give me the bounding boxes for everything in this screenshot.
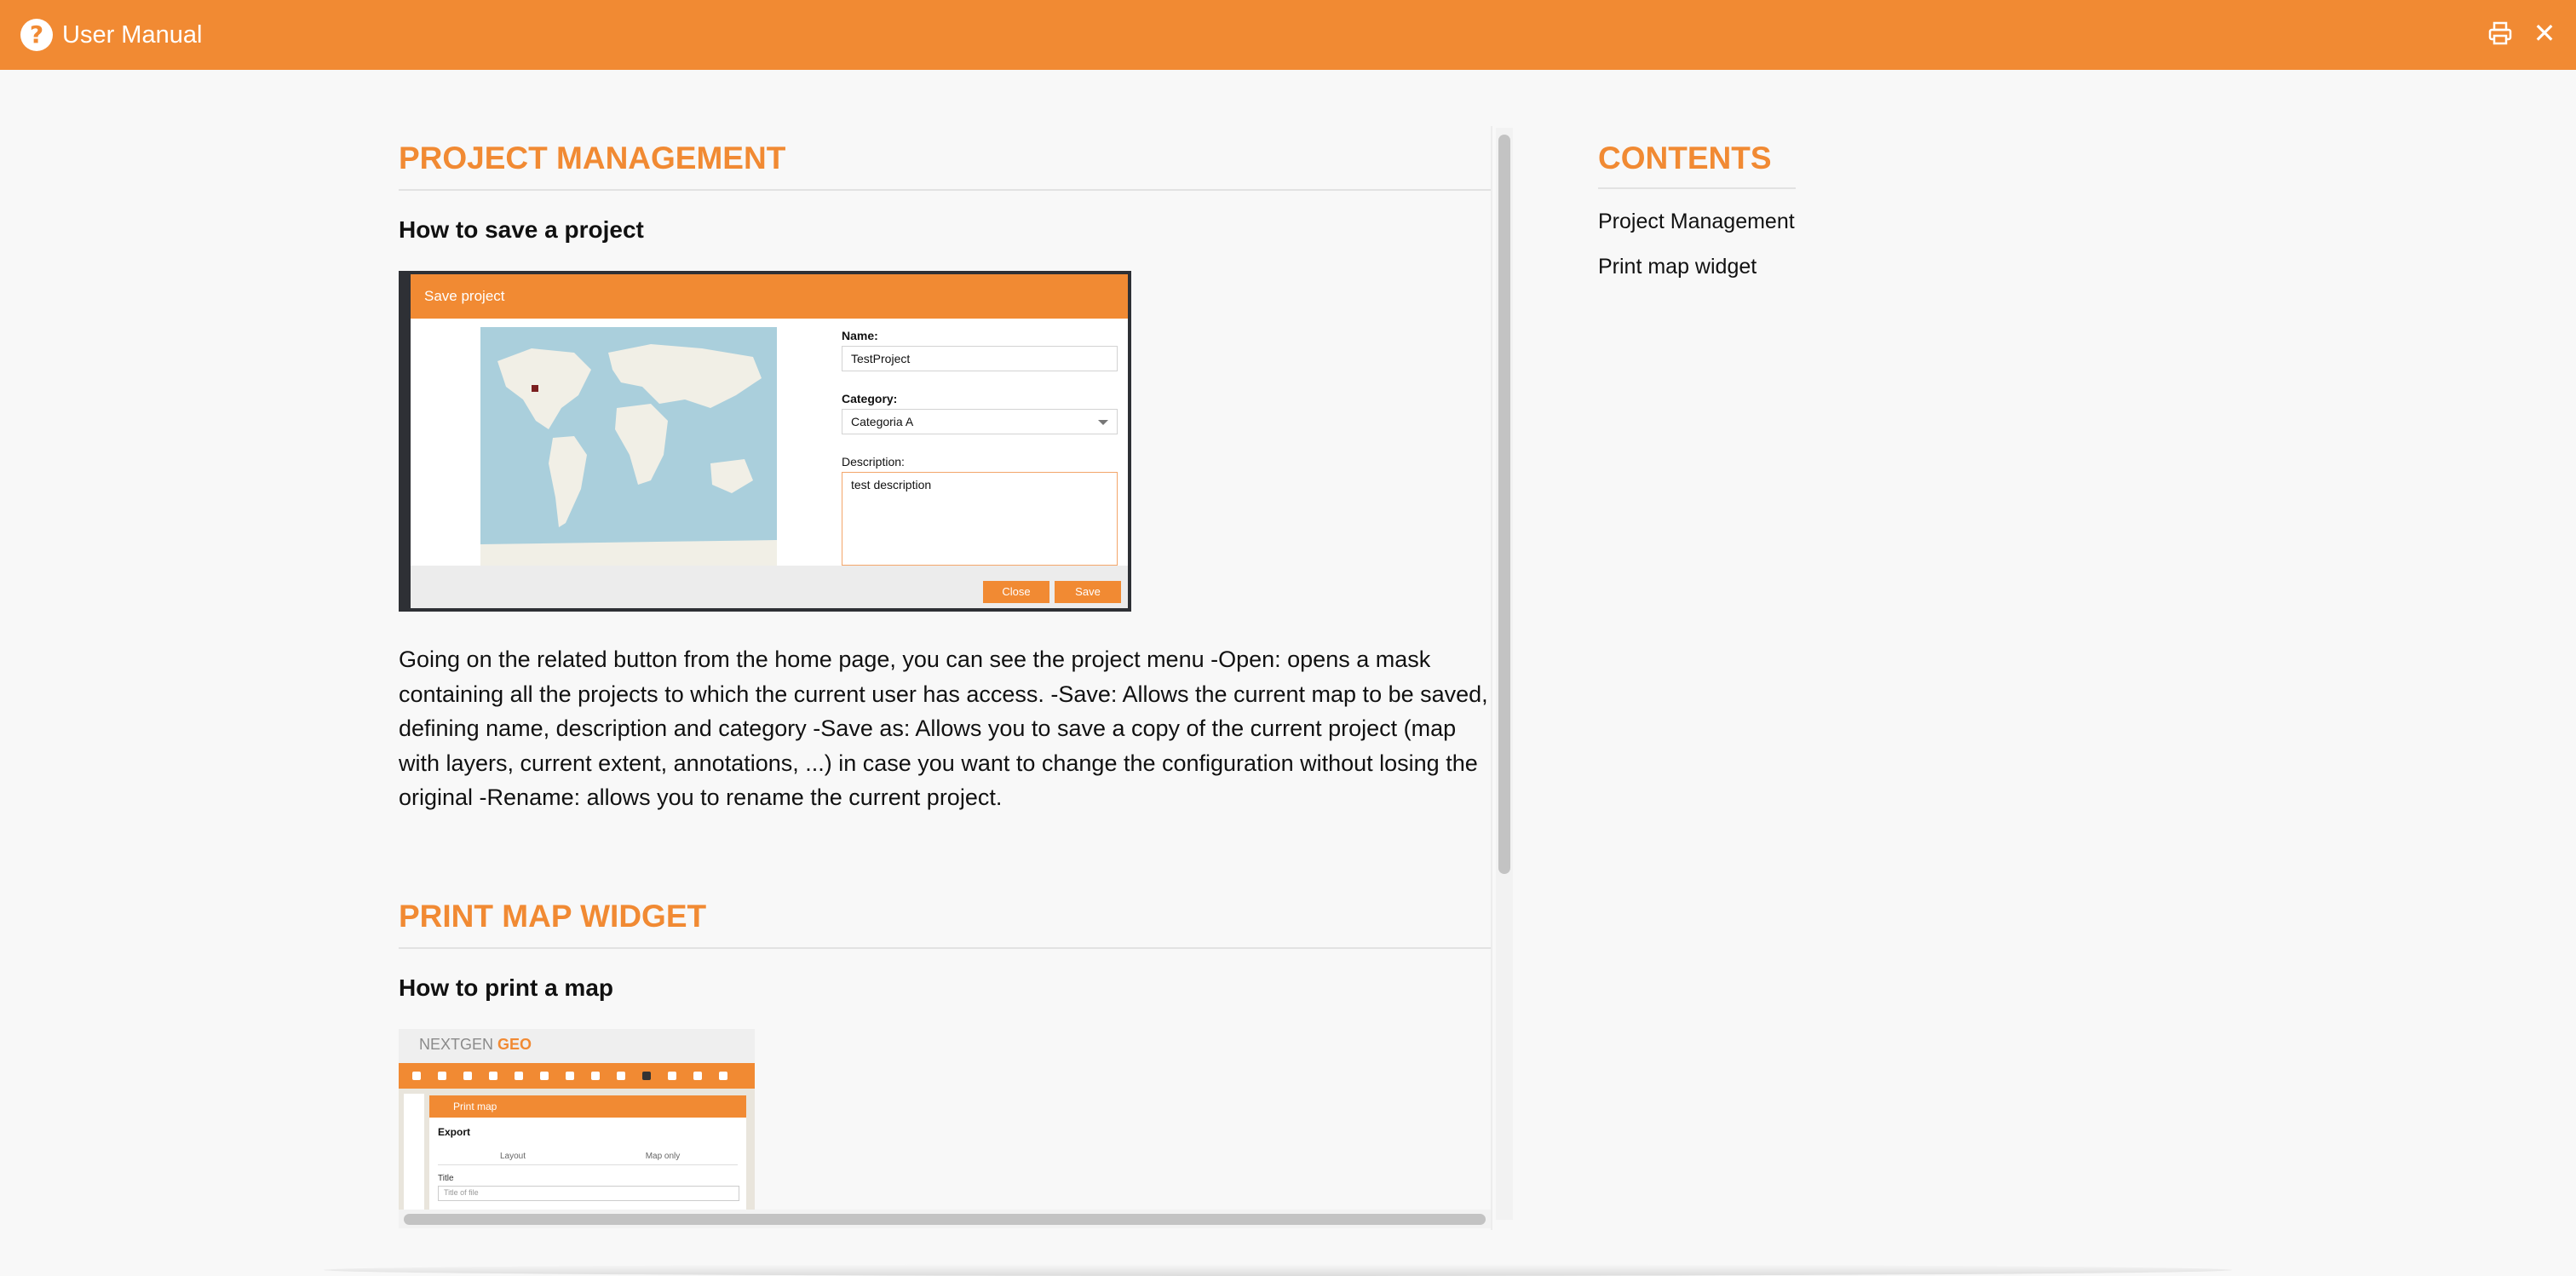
title-label: Title [438,1174,454,1183]
close-button: Close [983,581,1049,603]
title-input: Title of file [438,1186,739,1201]
toc-link-project-management[interactable]: Project Management [1598,210,1795,233]
world-map-image [480,327,777,566]
printer-icon[interactable] [2487,20,2513,46]
section-subtitle: How to print a map [399,974,613,1001]
window-title: User Manual [62,21,203,49]
category-select [842,409,1118,434]
print-map-panel [429,1095,746,1220]
section-body-text: Going on the related button from the home page, you can see the project menu -Open: opens a mask containing all the projects to which the current user has access. -Save: Allows the current map to be saved, defining name, description and category -Save as: Allows you to save a copy of the current project (map with layers, current extent, annotations, ...) in case you want to change the configuration without losing the original -Rename: allows you to rename the current project. [399,647,1488,810]
section-divider [399,189,1491,191]
content-border [1491,126,1492,1230]
description-label: Description: [842,455,905,468]
contents-divider [1598,187,1796,189]
window-bottom-edge [324,1264,2232,1276]
toc-link-print-map-widget[interactable]: Print map widget [1598,255,1757,279]
print-panel-title: Print map [453,1101,497,1112]
section-title-print-map-widget: PRINT MAP WIDGET [399,899,707,934]
name-label: Name: [842,329,878,342]
name-field: TestProject [842,346,1118,371]
export-label: Export [438,1126,471,1138]
save-button: Save [1055,581,1121,603]
category-label: Category: [842,392,898,405]
dialog-title: Save project [424,288,505,304]
section-title-project-management: PROJECT MANAGEMENT [399,141,786,175]
map-zoom-controls [404,1094,424,1220]
close-icon[interactable]: ✕ [2533,17,2556,49]
vertical-scroll-thumb[interactable] [1498,135,1510,874]
help-circle-icon: ? [20,19,53,51]
manual-content [399,128,1515,1220]
title-bar [0,0,2576,70]
description-field: test description [842,472,1118,566]
print-map-screenshot [399,1029,755,1220]
contents-title: CONTENTS [1598,141,1772,175]
section-divider [399,947,1491,949]
section-subtitle: How to save a project [399,216,644,243]
tab-map-only: Map only [588,1148,738,1165]
nextgen-geo-logo: NEXTGEN GEO [419,1036,532,1053]
map-toolbar [399,1063,755,1089]
category-value: Categoria A [851,415,914,428]
tab-layout: Layout [438,1148,588,1165]
chevron-down-icon [1098,420,1108,425]
horizontal-scroll-thumb[interactable] [404,1214,1486,1225]
save-project-screenshot [399,271,1131,612]
